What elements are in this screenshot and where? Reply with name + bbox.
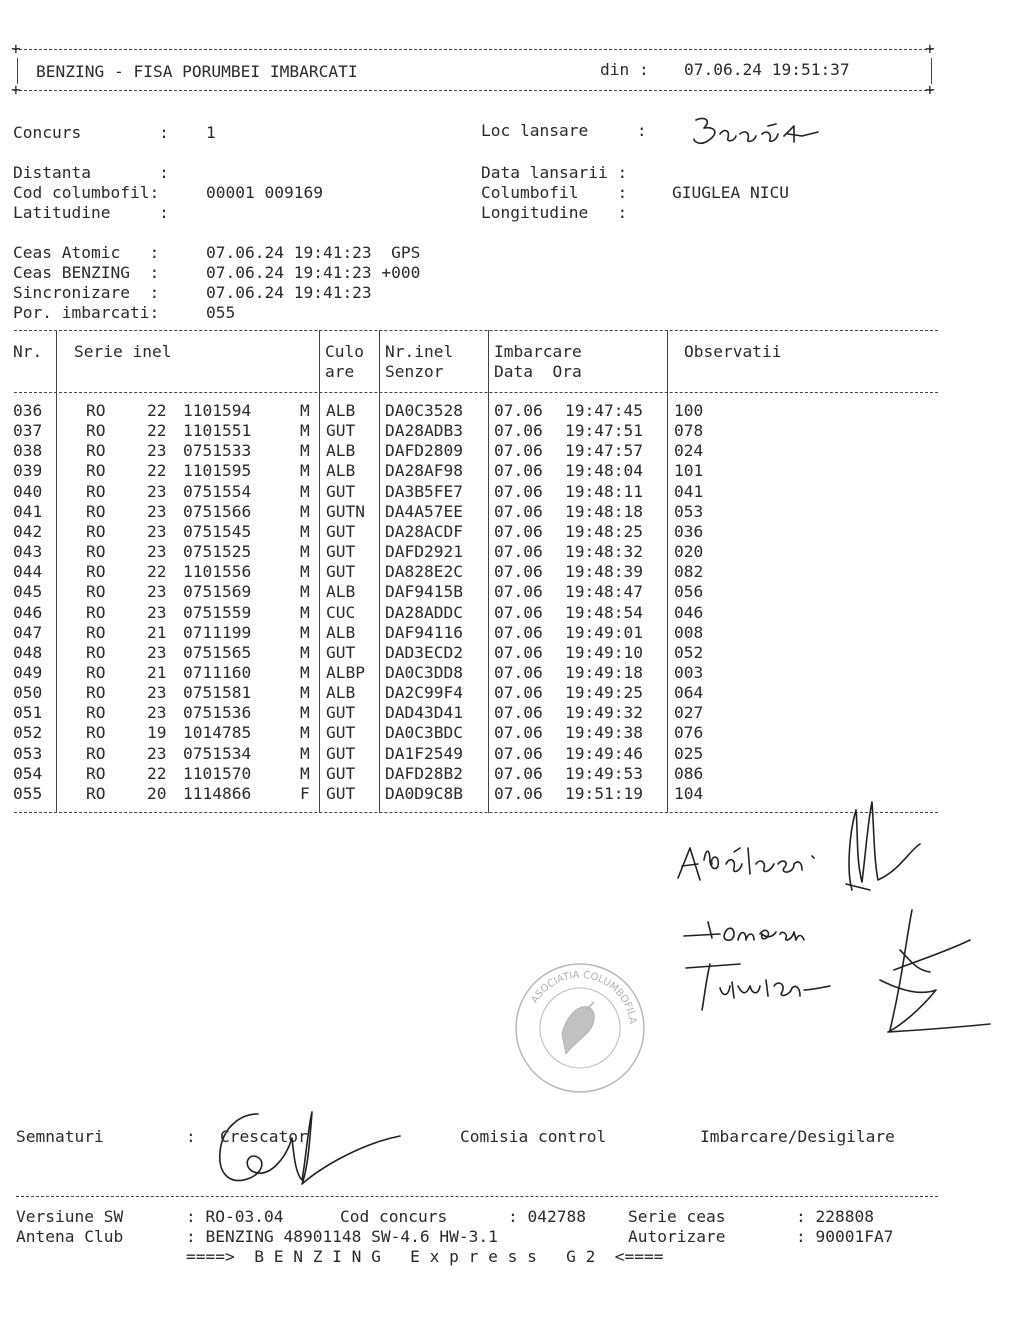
cell-ora: 19:49:01	[565, 622, 643, 642]
cell-senzor: DAF94116	[385, 622, 463, 642]
cell-data: 07.06	[494, 501, 543, 521]
cell-sex: M	[300, 521, 310, 541]
cell-tara: RO	[86, 683, 106, 703]
cell-obs: 027	[674, 703, 704, 723]
cell-senzor: DA0D9C8B	[385, 783, 463, 803]
antena-label: Antena Club	[16, 1227, 124, 1246]
cell-ora: 19:49:46	[565, 743, 643, 763]
cell-tara: RO	[86, 662, 106, 682]
cell-an: 22	[147, 763, 167, 783]
cell-inel: 1114866	[183, 783, 252, 803]
cell-culoare: GUT	[326, 783, 356, 803]
col-header-observatii: Observatii	[684, 342, 782, 361]
cell-culoare: GUT	[326, 642, 356, 662]
cell-tara: RO	[86, 501, 106, 521]
cell-inel: 1101570	[183, 763, 252, 783]
cell-culoare: ALB	[326, 401, 356, 420]
cell-nr: 048	[13, 642, 43, 662]
cod-columbofil-value: 00001 009169	[206, 183, 323, 202]
cell-data: 07.06	[494, 743, 543, 763]
cell-senzor: DAF9415B	[385, 582, 463, 602]
cell-data: 07.06	[494, 783, 543, 803]
cell-senzor: DAFD2809	[385, 441, 463, 461]
col-divider-imbarcare	[667, 330, 668, 813]
cell-data: 07.06	[494, 582, 543, 602]
cell-tara: RO	[86, 521, 106, 541]
cell-sex: M	[300, 662, 310, 682]
cell-data: 07.06	[494, 683, 543, 703]
cell-obs: 053	[674, 501, 704, 521]
cell-ora: 19:49:53	[565, 763, 643, 783]
cell-an: 23	[147, 703, 167, 723]
versiune-value: : RO-03.04	[186, 1207, 284, 1226]
cell-ora: 19:48:47	[565, 582, 643, 602]
cell-inel: 1101556	[183, 562, 252, 582]
cell-inel: 0711199	[183, 622, 252, 642]
cell-inel: 0751545	[183, 521, 252, 541]
cell-data: 07.06	[494, 763, 543, 783]
header-corner-tr: +	[925, 39, 935, 58]
cell-senzor: DA28AF98	[385, 461, 463, 481]
cell-senzor: DAFD2921	[385, 542, 463, 562]
cell-inel: 0751569	[183, 582, 252, 602]
sincronizare-label: Sincronizare :	[13, 283, 160, 302]
cell-sex: M	[300, 481, 310, 501]
cell-culoare: ALB	[326, 441, 356, 461]
cell-sex: M	[300, 441, 310, 461]
cell-obs: 052	[674, 642, 704, 662]
cell-an: 19	[147, 723, 167, 743]
cell-data: 07.06	[494, 562, 543, 582]
cell-sex: F	[300, 783, 310, 803]
cell-senzor: DA4A57EE	[385, 501, 463, 521]
cell-inel: 0751525	[183, 542, 252, 562]
cell-sex: M	[300, 703, 310, 723]
cell-senzor: DA28ACDF	[385, 521, 463, 541]
cell-senzor: DA0C3DD8	[385, 662, 463, 682]
cell-ora: 19:49:18	[565, 662, 643, 682]
cell-ora: 19:48:25	[565, 521, 643, 541]
cell-sex: M	[300, 622, 310, 642]
cell-culoare: GUT	[326, 481, 356, 501]
cell-inel: 1101594	[183, 401, 252, 420]
cell-tara: RO	[86, 441, 106, 461]
cell-sex: M	[300, 582, 310, 602]
cell-obs: 024	[674, 441, 704, 461]
cell-an: 23	[147, 521, 167, 541]
cell-an: 23	[147, 683, 167, 703]
concurs-value: 1	[206, 123, 216, 142]
cell-nr: 054	[13, 763, 43, 783]
cell-obs: 041	[674, 481, 704, 501]
cell-tara: RO	[86, 703, 106, 723]
cell-culoare: GUT	[326, 763, 356, 783]
cell-data: 07.06	[494, 602, 543, 622]
cell-sex: M	[300, 743, 310, 763]
cell-obs: 078	[674, 421, 704, 441]
cell-obs: 082	[674, 562, 704, 582]
cell-an: 23	[147, 582, 167, 602]
cell-ora: 19:48:54	[565, 602, 643, 622]
cell-inel: 0751559	[183, 602, 252, 622]
cell-culoare: ALB	[326, 461, 356, 481]
cell-nr: 040	[13, 481, 43, 501]
cell-data: 07.06	[494, 642, 543, 662]
cod-concurs-value: : 042788	[508, 1207, 586, 1226]
cell-culoare: ALB	[326, 622, 356, 642]
ceas-atomic-label: Ceas Atomic :	[13, 243, 160, 262]
cell-data: 07.06	[494, 542, 543, 562]
cell-sex: M	[300, 542, 310, 562]
ceas-benzing-value: 07.06.24 19:41:23 +000	[206, 263, 421, 282]
cell-tara: RO	[86, 481, 106, 501]
longitudine-label: Longitudine :	[481, 203, 628, 222]
col-header-imbarcare-1: Imbarcare	[494, 342, 582, 361]
por-imbarcati-label: Por. imbarcati:	[13, 303, 160, 322]
cell-culoare: GUT	[326, 743, 356, 763]
col-header-serie: Serie inel	[74, 342, 172, 361]
cell-culoare: GUT	[326, 723, 356, 743]
cell-tara: RO	[86, 582, 106, 602]
crescator-label: Crescator	[220, 1127, 308, 1146]
cell-tara: RO	[86, 743, 106, 763]
cell-nr: 042	[13, 521, 43, 541]
cell-inel: 1101595	[183, 461, 252, 481]
cell-nr: 047	[13, 622, 43, 642]
cell-ora: 19:48:32	[565, 542, 643, 562]
header-corner-bl: +	[11, 80, 21, 99]
cell-nr: 044	[13, 562, 43, 582]
data-lansarii-label: Data lansarii :	[481, 163, 628, 182]
cell-obs: 020	[674, 542, 704, 562]
col-divider-culoare	[379, 330, 380, 813]
cell-ora: 19:49:10	[565, 642, 643, 662]
cell-inel: 0751554	[183, 481, 252, 501]
columbofil-label: Columbofil :	[481, 183, 628, 202]
cell-nr: 051	[13, 703, 43, 723]
cell-ora: 19:49:25	[565, 683, 643, 703]
cell-ora: 19:51:19	[565, 783, 643, 803]
cell-tara: RO	[86, 461, 106, 481]
cell-sex: M	[300, 562, 310, 582]
cell-inel: 0711160	[183, 662, 252, 682]
cell-data: 07.06	[494, 441, 543, 461]
cell-ora: 19:48:39	[565, 562, 643, 582]
cell-tara: RO	[86, 602, 106, 622]
cell-sex: M	[300, 501, 310, 521]
cell-nr: 055	[13, 783, 43, 803]
cell-ora: 19:48:04	[565, 461, 643, 481]
footer-top-border	[16, 1196, 938, 1197]
latitudine-label: Latitudine :	[13, 203, 169, 222]
col-header-imbarcare-2: Data Ora	[494, 362, 582, 381]
por-imbarcati-value: 055	[206, 303, 236, 322]
cell-inel: 1014785	[183, 723, 252, 743]
cell-obs: 076	[674, 723, 704, 743]
cell-an: 23	[147, 642, 167, 662]
cell-culoare: GUT	[326, 562, 356, 582]
cell-senzor: DA0C3528	[385, 401, 463, 420]
cell-nr: 046	[13, 602, 43, 622]
cell-an: 23	[147, 542, 167, 562]
cell-nr: 041	[13, 501, 43, 521]
cell-sex: M	[300, 401, 310, 420]
cell-ora: 19:48:11	[565, 481, 643, 501]
cell-culoare: GUT	[326, 421, 356, 441]
cell-senzor: DA2C99F4	[385, 683, 463, 703]
cell-nr: 053	[13, 743, 43, 763]
cell-senzor: DAD3ECD2	[385, 642, 463, 662]
cell-inel: 1101551	[183, 421, 252, 441]
semnaturi-colon: :	[186, 1127, 196, 1146]
concurs-label: Concurs :	[13, 123, 169, 142]
antena-value: : BENZING 48901148 SW-4.6 HW-3.1	[186, 1227, 498, 1246]
ceas-benzing-label: Ceas BENZING :	[13, 263, 160, 282]
autorizare-label: Autorizare	[628, 1227, 726, 1246]
cell-senzor: DA28ADDC	[385, 602, 463, 622]
comisia-control-label: Comisia control	[460, 1127, 607, 1146]
cod-concurs-label: Cod concurs	[340, 1207, 448, 1226]
crescator-signature	[210, 1108, 410, 1198]
cell-culoare: ALBP	[326, 662, 365, 682]
cell-data: 07.06	[494, 421, 543, 441]
distanta-label: Distanta :	[13, 163, 169, 182]
cell-obs: 036	[674, 521, 704, 541]
cell-nr: 043	[13, 542, 43, 562]
cell-tara: RO	[86, 401, 106, 420]
cell-data: 07.06	[494, 662, 543, 682]
cell-an: 22	[147, 421, 167, 441]
cell-tara: RO	[86, 542, 106, 562]
cell-senzor: DA3B5FE7	[385, 481, 463, 501]
cell-ora: 19:49:32	[565, 703, 643, 723]
table-top-border	[14, 330, 938, 331]
cell-sex: M	[300, 461, 310, 481]
cell-senzor: DAD43D41	[385, 703, 463, 723]
col-header-senzor-2: Senzor	[385, 362, 444, 381]
header-corner-tl: +	[11, 39, 21, 58]
loc-lansare-label: Loc lansare :	[481, 121, 647, 140]
col-header-nr: Nr.	[13, 342, 43, 361]
header-top-border	[14, 49, 932, 50]
cell-obs: 025	[674, 743, 704, 763]
cell-obs: 046	[674, 602, 704, 622]
cell-obs: 064	[674, 683, 704, 703]
cell-nr: 049	[13, 662, 43, 682]
cell-data: 07.06	[494, 461, 543, 481]
cell-culoare: CUC	[326, 602, 356, 622]
cell-an: 23	[147, 441, 167, 461]
cell-inel: 0751566	[183, 501, 252, 521]
cod-columbofil-label: Cod columbofil:	[13, 183, 160, 202]
benzing-banner: ====> B E N Z I N G E x p r e s s G 2 <====	[186, 1247, 664, 1266]
cell-data: 07.06	[494, 401, 543, 420]
cell-ora: 19:47:51	[565, 421, 643, 441]
cell-senzor: DA828E2C	[385, 562, 463, 582]
imbarcare-desigilare-label: Imbarcare/Desigilare	[700, 1127, 895, 1146]
cell-obs: 086	[674, 763, 704, 783]
header-bottom-border	[14, 90, 932, 91]
cell-tara: RO	[86, 622, 106, 642]
cell-ora: 19:47:57	[565, 441, 643, 461]
cell-nr: 036	[13, 401, 43, 420]
cell-tara: RO	[86, 562, 106, 582]
din-value: 07.06.24 19:51:37	[684, 60, 850, 79]
cell-inel: 0751565	[183, 642, 252, 662]
sincronizare-value: 07.06.24 19:41:23	[206, 283, 372, 302]
ceas-atomic-value: 07.06.24 19:41:23 GPS	[206, 243, 421, 262]
cell-sex: M	[300, 723, 310, 743]
cell-nr: 045	[13, 582, 43, 602]
cell-tara: RO	[86, 723, 106, 743]
cell-an: 22	[147, 401, 167, 420]
cell-data: 07.06	[494, 622, 543, 642]
col-divider-serie	[319, 330, 320, 813]
cell-senzor: DA0C3BDC	[385, 723, 463, 743]
cell-sex: M	[300, 421, 310, 441]
cell-obs: 100	[674, 401, 704, 420]
serie-ceas-label: Serie ceas	[628, 1207, 726, 1226]
cell-obs: 008	[674, 622, 704, 642]
cell-an: 23	[147, 602, 167, 622]
col-header-senzor-1: Nr.inel	[385, 342, 454, 361]
cell-nr: 037	[13, 421, 43, 441]
versiune-label: Versiune SW	[16, 1207, 124, 1226]
commission-handwriting-2	[680, 900, 1010, 1040]
club-stamp	[510, 958, 650, 1098]
cell-culoare: ALB	[326, 582, 356, 602]
autorizare-value: : 90001FA7	[796, 1227, 894, 1246]
cell-an: 21	[147, 662, 167, 682]
cell-an: 22	[147, 562, 167, 582]
cell-culoare: GUT	[326, 521, 356, 541]
cell-tara: RO	[86, 763, 106, 783]
cell-tara: RO	[86, 642, 106, 662]
loc-lansare-handwritten	[690, 112, 820, 152]
cell-senzor: DAFD28B2	[385, 763, 463, 783]
cell-ora: 19:47:45	[565, 401, 643, 420]
semnaturi-label: Semnaturi	[16, 1127, 104, 1146]
cell-sex: M	[300, 683, 310, 703]
col-divider-nr	[56, 330, 57, 813]
header-corner-br: +	[925, 80, 935, 99]
columbofil-value: GIUGLEA NICU	[672, 183, 789, 202]
cell-obs: 003	[674, 662, 704, 682]
cell-data: 07.06	[494, 703, 543, 723]
cell-data: 07.06	[494, 481, 543, 501]
cell-an: 21	[147, 622, 167, 642]
table-header-border	[14, 392, 938, 393]
cell-nr: 038	[13, 441, 43, 461]
cell-obs: 101	[674, 461, 704, 481]
cell-nr: 050	[13, 683, 43, 703]
cell-inel: 0751536	[183, 703, 252, 723]
doc-title: BENZING - FISA PORUMBEI IMBARCATI	[36, 62, 358, 81]
cell-culoare: GUT	[326, 703, 356, 723]
cell-an: 23	[147, 743, 167, 763]
cell-an: 20	[147, 783, 167, 803]
cell-obs: 056	[674, 582, 704, 602]
din-label: din :	[600, 60, 649, 79]
cell-an: 23	[147, 501, 167, 521]
serie-ceas-value: : 228808	[796, 1207, 874, 1226]
cell-tara: RO	[86, 421, 106, 441]
col-header-culoare-1: Culo	[325, 342, 364, 361]
cell-inel: 0751581	[183, 683, 252, 703]
cell-inel: 0751533	[183, 441, 252, 461]
cell-nr: 052	[13, 723, 43, 743]
cell-ora: 19:49:38	[565, 723, 643, 743]
cell-culoare: GUTN	[326, 501, 365, 521]
cell-culoare: ALB	[326, 683, 356, 703]
cell-ora: 19:48:18	[565, 501, 643, 521]
cell-sex: M	[300, 763, 310, 783]
cell-an: 23	[147, 481, 167, 501]
cell-obs: 104	[674, 783, 704, 803]
cell-senzor: DA1F2549	[385, 743, 463, 763]
cell-nr: 039	[13, 461, 43, 481]
cell-sex: M	[300, 642, 310, 662]
cell-inel: 0751534	[183, 743, 252, 763]
col-header-culoare-2: are	[325, 362, 355, 381]
cell-tara: RO	[86, 783, 106, 803]
cell-data: 07.06	[494, 723, 543, 743]
col-divider-senzor	[488, 330, 489, 813]
cell-sex: M	[300, 602, 310, 622]
cell-culoare: GUT	[326, 542, 356, 562]
cell-an: 22	[147, 461, 167, 481]
cell-data: 07.06	[494, 521, 543, 541]
stamp-text: ASOCIATIA COLUMBOFILA	[529, 969, 638, 1025]
cell-senzor: DA28ADB3	[385, 421, 463, 441]
